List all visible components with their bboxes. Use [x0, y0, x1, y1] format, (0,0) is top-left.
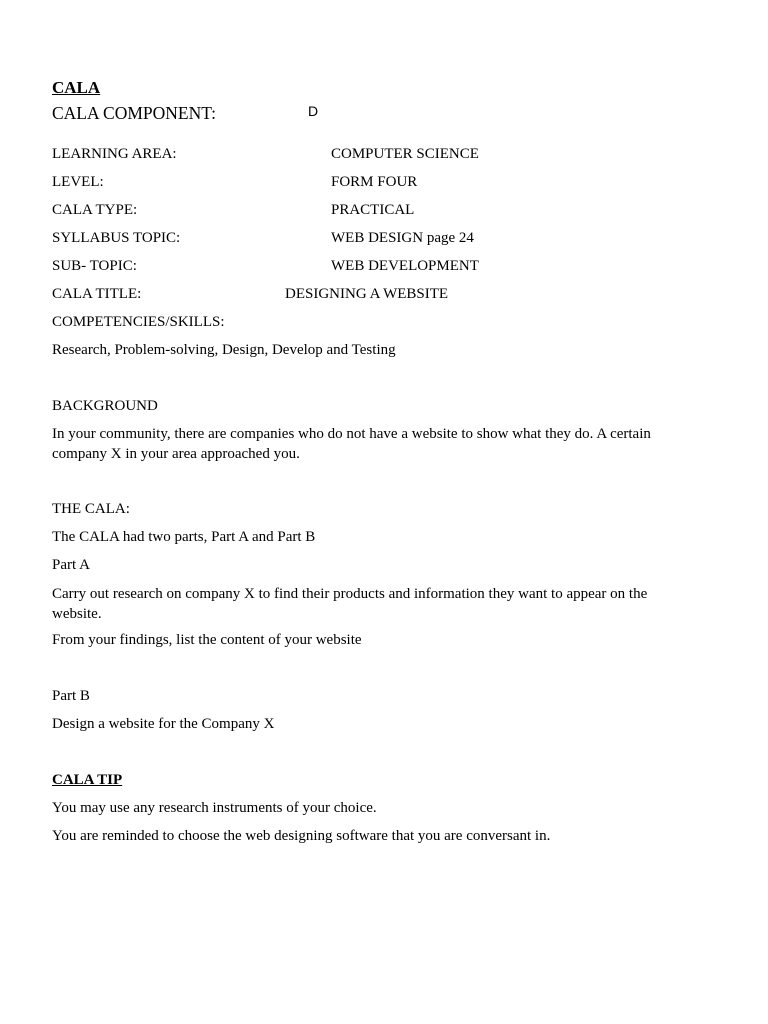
part-a-heading: Part A — [52, 557, 90, 573]
sub-topic-value: WEB DEVELOPMENT — [331, 258, 479, 274]
cala-component-label: CALA COMPONENT: — [52, 103, 216, 123]
part-b-heading: Part B — [52, 688, 90, 704]
level-label: LEVEL: — [52, 174, 104, 190]
part-a-task-research: Carry out research on company X to find their products and information they want to appear on the website. — [52, 586, 648, 622]
cala-type-label: CALA TYPE: — [52, 202, 138, 218]
background-text: In your community, there are companies who do not have a website to show what they do. A certain company X in your area approached you. — [52, 426, 651, 462]
learning-area-label: LEARNING AREA: — [52, 146, 177, 162]
cala-type-value: PRACTICAL — [331, 202, 415, 218]
background-heading: BACKGROUND — [52, 398, 158, 414]
cala-tip-heading: CALA TIP — [52, 772, 123, 788]
cala-title-value: DESIGNING A WEBSITE — [285, 286, 449, 302]
cala-tip-line-1: You may use any research instruments of your choice. — [52, 800, 377, 816]
sub-topic-label: SUB- TOPIC: — [52, 258, 137, 274]
syllabus-topic-label: SYLLABUS TOPIC: — [52, 230, 181, 246]
competencies-text: Research, Problem-solving, Design, Develop and Testing — [52, 342, 396, 358]
level-value: FORM FOUR — [331, 174, 418, 190]
cala-component-value: D — [308, 103, 319, 119]
learning-area-value: COMPUTER SCIENCE — [331, 146, 479, 162]
part-a-task-content: From your findings, list the content of your website — [52, 632, 362, 648]
syllabus-topic-value: WEB DESIGN page 24 — [331, 230, 474, 246]
cala-title-label: CALA TITLE: — [52, 286, 142, 302]
document-title: CALA — [52, 78, 101, 97]
the-cala-intro: The CALA had two parts, Part A and Part B — [52, 529, 316, 545]
the-cala-heading: THE CALA: — [52, 501, 130, 517]
competencies-label: COMPETENCIES/SKILLS: — [52, 314, 225, 330]
cala-tip-line-2: You are reminded to choose the web designing software that you are conversant in. — [52, 828, 551, 844]
part-b-task-design: Design a website for the Company X — [52, 716, 275, 732]
